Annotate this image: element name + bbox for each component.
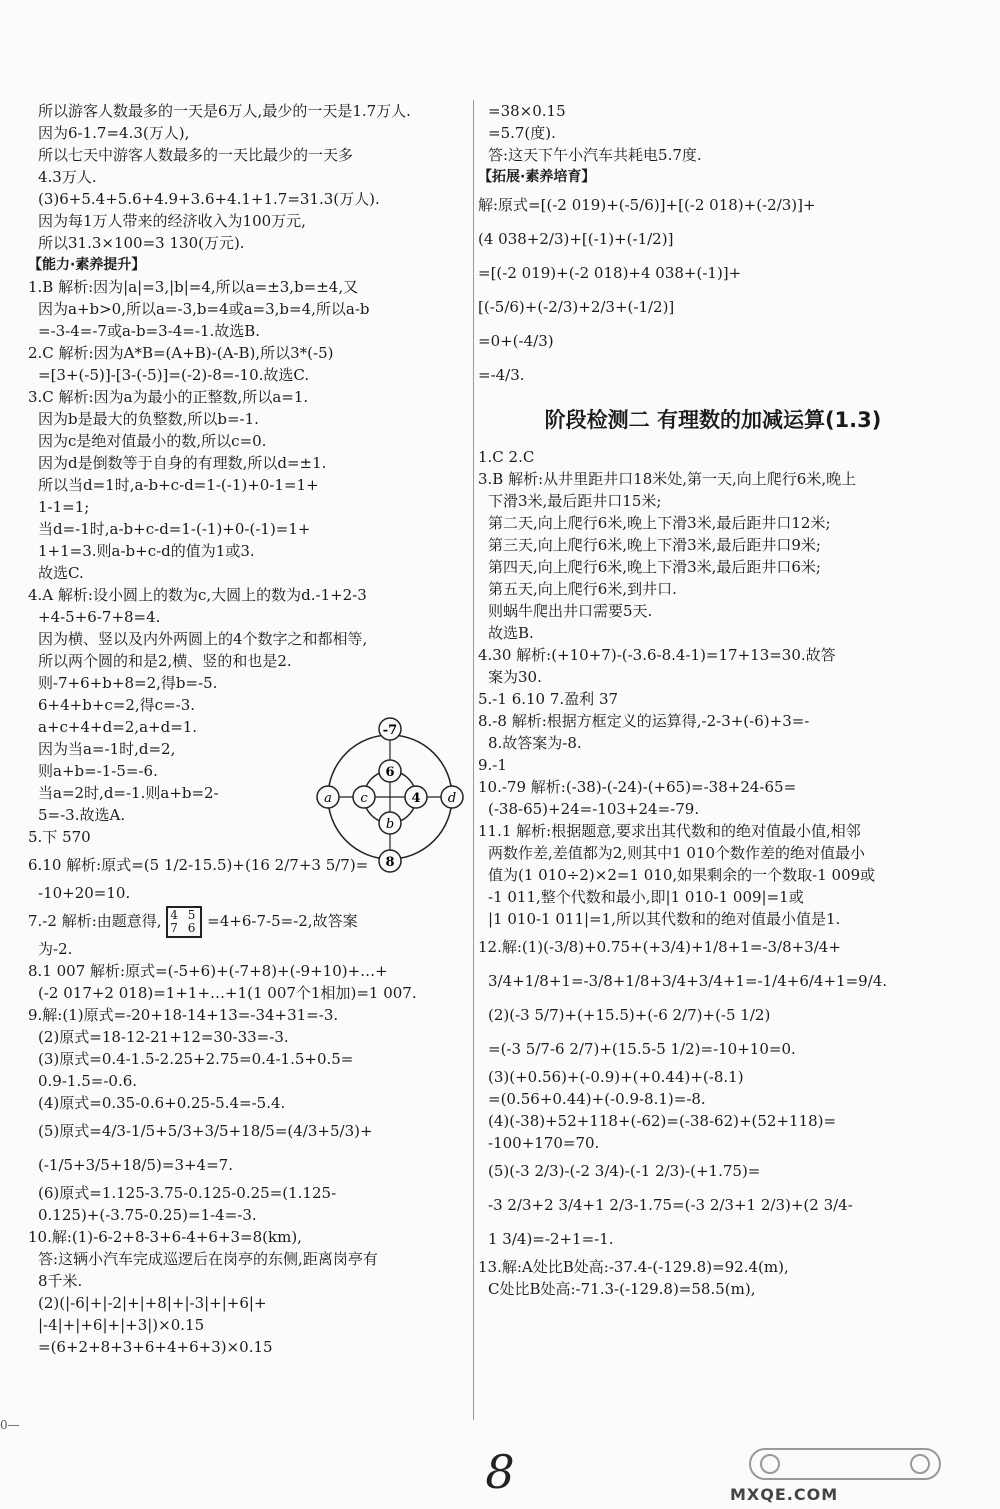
text-line: 因为c是绝对值最小的数,所以c=0. [38, 432, 267, 450]
text-line: 第三天,向上爬行6米,晚上下滑3米,最后距井口9米; [488, 536, 821, 554]
column-divider [473, 100, 474, 1420]
text-line: =-4/3. [478, 366, 525, 384]
text-line: (-1/5+3/5+18/5)=3+4=7. [38, 1156, 233, 1174]
q7-line [28, 904, 470, 938]
text-line: =[3+(-5)]-[3-(-5)]=(-2)-8=-10.故选C. [38, 366, 310, 384]
text-line: -1 011,整个代数和最小,即|1 010-1 009|=1或 [488, 888, 804, 906]
svg-text:a: a [324, 791, 332, 806]
circle-diagram [310, 715, 470, 875]
q7-grid-row: 4 5 [170, 908, 199, 922]
text-line: 故选C. [38, 564, 84, 582]
text-line: (5)(-3 2/3)-(-2 3/4)-(-1 2/3)-(+1.75)= [488, 1162, 761, 1180]
text-line: (2)(|-6|+|-2|+|+8|+|-3|+|+6|+ [38, 1294, 267, 1312]
q7-text: 7.-2 解析:由题意得, [28, 912, 162, 930]
node-inner-right [405, 786, 427, 808]
text-line: 0.125)+(-3.75-0.25)=1-4=-3. [38, 1206, 257, 1224]
text-line: 则蜗牛爬出井口需要5天. [488, 602, 653, 620]
text-line: (4)(-38)+52+118+(-62)=(-38-62)+(52+118)= [488, 1112, 837, 1130]
text-line: 第四天,向上爬行6米,晚上下滑3米,最后距井口6米; [488, 558, 821, 576]
text-line: 9.-1 [478, 756, 507, 774]
text-line: (3)(+0.56)+(-0.9)+(+0.44)+(-8.1) [488, 1068, 744, 1086]
text-line: 因为每1万人带来的经济收入为100万元, [38, 212, 306, 230]
text-line: (6)原式=1.125-3.75-0.125-0.25=(1.125- [38, 1184, 337, 1202]
text-line: 8.故答案为-8. [488, 734, 582, 752]
text-line: 11.1 解析:根据题意,要求出其代数和的绝对值最小值,相邻 [478, 822, 861, 840]
text-line: 所以两个圆的和是2,横、竖的和也是2. [38, 652, 292, 670]
node-bottom [379, 850, 401, 872]
svg-text:6: 6 [385, 765, 395, 780]
text-line: 所以31.3×100=3 130(万元). [38, 234, 245, 252]
text-line: (-38-65)+24=-103+24=-79. [488, 800, 700, 818]
text-line: 1 3/4)=-2+1=-1. [488, 1230, 614, 1248]
text-line: 两数作差,差值都为2,则其中1 010个数作差的绝对值最小 [488, 844, 866, 862]
text-line: 因为d是倒数等于自身的有理数,所以d=±1. [38, 454, 327, 472]
text-line: 4.A 解析:设小圆上的数为c,大圆上的数为d.-1+2-3 [28, 586, 367, 604]
text-line: (2)原式=18-12-21+12=30-33=-3. [38, 1028, 289, 1046]
node-inner-top [379, 760, 401, 782]
text-line: 解:原式=[(-2 019)+(-5/6)]+[(-2 018)+(-2/3)]+ [478, 196, 816, 214]
text-line: |-4|+|+6|+|+3|)×0.15 [38, 1316, 205, 1334]
text-line: -3 2/3+2 3/4+1 2/3-1.75=(-3 2/3+1 2/3)+(2 3/4- [488, 1196, 853, 1214]
text-line: 13.解:A处比B处高:-37.4-(-129.8)=92.4(m), [478, 1258, 789, 1276]
text-line: 12.解:(1)(-3/8)+0.75+(+3/4)+1/8+1=-3/8+3/4+ [478, 938, 841, 956]
text-line: 因为a+b>0,所以a=-3,b=4或a=3,b=4,所以a-b [38, 300, 370, 318]
text-line: 下滑3米,最后距井口15米; [488, 492, 662, 510]
text-line: [(-5/6)+(-2/3)+2/3+(-1/2)] [478, 298, 675, 316]
node-top [379, 718, 401, 740]
text-line: 3/4+1/8+1=-3/8+1/8+3/4+3/4+1=-1/4+6/4+1=9/4. [488, 972, 888, 990]
text-line: 4.30 解析:(+10+7)-(-3.6-8.4-1)=17+13=30.故答 [478, 646, 836, 664]
text-line: 为-2. [38, 940, 73, 958]
svg-text:b: b [385, 817, 395, 832]
text-line: 8.1 007 解析:原式=(-5+6)+(-7+8)+(-9+10)+…+ [28, 962, 388, 980]
watermark-icon [730, 1445, 980, 1485]
svg-text:d: d [447, 791, 457, 806]
watermark-text: MXQE.COM [730, 1485, 839, 1504]
node-outer-left [317, 786, 339, 808]
node-outer-right [441, 786, 463, 808]
text-line: 当a=2时,d=-1.则a+b=2- [38, 784, 219, 802]
text-line: 所以七天中游客人数最多的一天比最少的一天多 [38, 146, 354, 164]
margin-mark: 0— [0, 1418, 20, 1432]
text-line: (3)原式=0.4-1.5-2.25+2.75=0.4-1.5+0.5= [38, 1050, 354, 1068]
section-heading-ability: 【能力·素养提升】 [28, 257, 146, 273]
text-line: 因为横、竖以及内外两圆上的4个数字之和都相等, [38, 630, 368, 648]
text-line: 因为当a=-1时,d=2, [38, 740, 176, 758]
text-line: =0+(-4/3) [478, 332, 554, 350]
text-line: 故选B. [488, 624, 534, 642]
node-inner-bottom [379, 812, 401, 834]
text-line: (3)6+5.4+5.6+4.9+3.6+4.1+1.7=31.3(万人). [38, 190, 380, 208]
text-line: (2)(-3 5/7)+(+15.5)+(-6 2/7)+(-5 1/2) [488, 1006, 771, 1024]
text-line: 1.C 2.C [478, 448, 535, 466]
text-line: 3.C 解析:因为a为最小的正整数,所以a=1. [28, 388, 309, 406]
text-line: 值为(1 010÷2)×2=1 010,如果剩余的一个数取-1 009或 [488, 866, 876, 884]
text-line: 所以当d=1时,a-b+c-d=1-(-1)+0-1=1+ [38, 476, 319, 494]
text-line: 因为b是最大的负整数,所以b=-1. [38, 410, 259, 428]
text-line: 1.B 解析:因为|a|=3,|b|=4,所以a=±3,b=±4,又 [28, 278, 359, 296]
page-number [470, 1440, 530, 1500]
section-heading-expand: 【拓展·素养培育】 [478, 169, 596, 185]
text-line: 10.-79 解析:(-38)-(-24)-(+65)=-38+24-65= [478, 778, 797, 796]
text-line: (4)原式=0.35-0.6+0.25-5.4=-5.4. [38, 1094, 286, 1112]
text-line: a+c+4+d=2,a+d=1. [38, 718, 198, 736]
text-line: 5.-1 6.10 7.盈利 37 [478, 690, 619, 708]
text-line: 则a+b=-1-5=-6. [38, 762, 158, 780]
text-line: 第二天,向上爬行6米,晚上下滑3米,最后距井口12米; [488, 514, 831, 532]
text-line: 答:这天下午小汽车共耗电5.7度. [488, 146, 702, 164]
text-line: 1+1=3.则a-b+c-d的值为1或3. [38, 542, 255, 560]
q7-grid-row: 7 6 [170, 921, 199, 935]
svg-text:4: 4 [411, 791, 421, 806]
text-line: (4 038+2/3)+[(-1)+(-1/2)] [478, 230, 674, 248]
q7-text: =4+6-7-5=-2,故答案 [207, 912, 358, 930]
text-line: 8.-8 解析:根据方框定义的运算得,-2-3+(-6)+3=- [478, 712, 810, 730]
text-line: 4.3万人. [38, 168, 97, 186]
q7-grid [166, 906, 202, 938]
text-line: |1 010-1 011|=1,所以其代数和的绝对值最小值是1. [488, 910, 841, 928]
text-line: 2.C 解析:因为A*B=(A+B)-(A-B),所以3*(-5) [28, 344, 334, 362]
text-line: C处比B处高:-71.3-(-129.8)=58.5(m), [488, 1280, 756, 1298]
text-line: 当d=-1时,a-b+c-d=1-(-1)+0-(-1)=1+ [38, 520, 311, 538]
text-line: 第五天,向上爬行6米,到井口. [488, 580, 677, 598]
text-line: 9.解:(1)原式=-20+18-14+13=-34+31=-3. [28, 1006, 339, 1024]
text-line: 6.10 解析:原式=(5 1/2-15.5)+(16 2/7+3 5/7)= [28, 856, 369, 874]
text-line: 答:这辆小汽车完成巡逻后在岗亭的东侧,距离岗亭有 [38, 1250, 378, 1268]
text-line: =[(-2 019)+(-2 018)+4 038+(-1)]+ [478, 264, 742, 282]
text-line: 5.下 570 [28, 828, 91, 846]
text-line: 案为30. [488, 668, 542, 686]
text-line: =(-3 5/7-6 2/7)+(15.5-5 1/2)=-10+10=0. [488, 1040, 796, 1058]
text-line: =-3-4=-7或a-b=3-4=-1.故选B. [38, 322, 261, 340]
text-line: 0.9-1.5=-0.6. [38, 1072, 138, 1090]
text-line: 5=-3.故选A. [38, 806, 126, 824]
node-inner-left [353, 786, 375, 808]
svg-text:c: c [360, 791, 368, 806]
svg-text:-7: -7 [382, 723, 398, 738]
watermark-logo [730, 1445, 980, 1505]
text-line: 则-7+6+b+8=2,得b=-5. [38, 674, 218, 692]
text-line: -100+170=70. [488, 1134, 600, 1152]
text-line: =(6+2+8+3+6+4+6+3)×0.15 [38, 1338, 273, 1356]
svg-text:8: 8 [485, 1445, 515, 1499]
text-line: =38×0.15 [488, 102, 566, 120]
text-line: -10+20=10. [38, 884, 131, 902]
svg-text:8: 8 [385, 855, 395, 870]
text-line: =(0.56+0.44)+(-0.9-8.1)=-8. [488, 1090, 706, 1108]
text-line: =5.7(度). [488, 124, 556, 142]
text-line: 8千米. [38, 1272, 83, 1290]
text-line: 所以游客人数最多的一天是6万人,最少的一天是1.7万人. [38, 102, 411, 120]
text-line: 因为6-1.7=4.3(万人), [38, 124, 190, 142]
text-line: 6+4+b+c=2,得c=-3. [38, 696, 196, 714]
section-title: 阶段检测二 有理数的加减运算(1.3) [544, 408, 882, 432]
text-line: 10.解:(1)-6-2+8-3+6-4+6+3=8(km), [28, 1228, 302, 1246]
text-line: (-2 017+2 018)=1+1+…+1(1 007个1相加)=1 007. [38, 984, 417, 1002]
text-line: 1-1=1; [38, 498, 90, 516]
text-line: 3.B 解析:从井里距井口18米处,第一天,向上爬行6米,晚上 [478, 470, 857, 488]
text-line: +4-5+6-7+8=4. [38, 608, 161, 626]
text-line: (5)原式=4/3-1/5+5/3+3/5+18/5=(4/3+5/3)+ [38, 1122, 373, 1140]
right-column [478, 100, 948, 1300]
